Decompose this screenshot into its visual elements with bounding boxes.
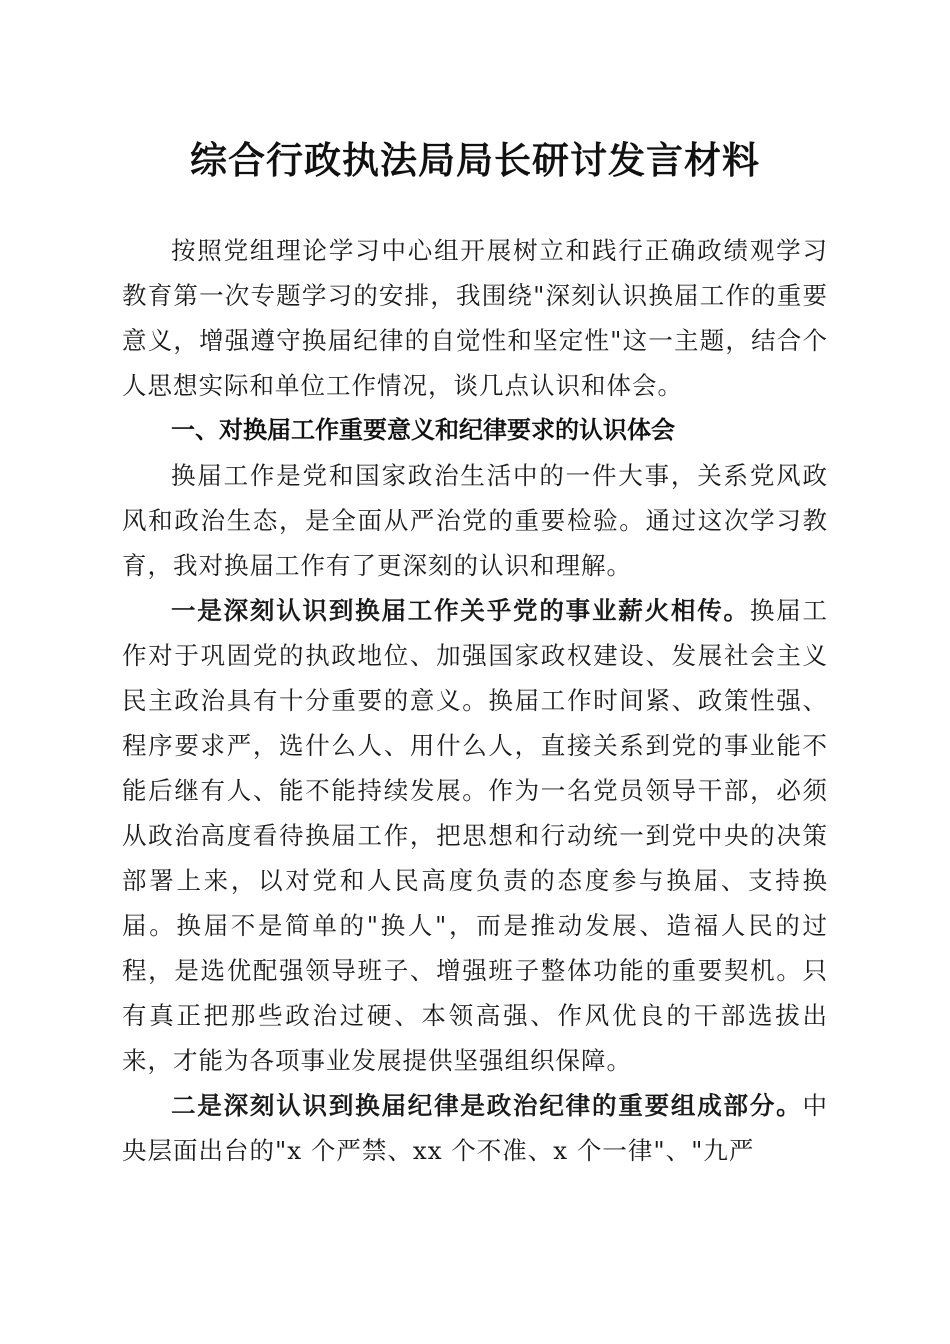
point1-body: 换届工作对于巩固党的执政地位、加强国家政权建设、发展社会主义民主政治具有十分重要的意义。换届工作时间紧、政策性强、程序要求严，选什么人、用什么人，直接关系到党的事业能不能后继有人、能不能持续发展。作为一名党员领导干部，必须从政治高度看待换届工作，把思想和行动统一到党中央的决策部署上来，以对党和人民高度负责的态度参与换届、支持换届。换届不是简单的"换人"，而是推动发展、造福人民的过程，是选优配强领导班子、增强班子整体功能的重要契机。只有真正把那些政治过硬、本领高强、作风优良的干部选拔出来，才能为各项事业发展提供坚强组织保障。 [122, 596, 828, 1075]
point1-paragraph [122, 588, 828, 1083]
point1-lead: 一是深刻认识到换届工作关乎党的事业薪火相传。 [171, 596, 750, 625]
section1-paragraph: 换届工作是党和国家政治生活中的一件大事，关系党风政风和政治生态，是全面从严治党的重要检验。通过这次学习教育，我对换届工作有了更深刻的认识和理解。 [122, 461, 828, 580]
point2-body: 中央层面出台的"x 个严禁、xx 个不准、x 个一律"、"九严 [122, 1091, 828, 1165]
section-heading-1: 一、对换届工作重要意义和纪律要求的认识体会 [171, 416, 675, 444]
document-title: 综合行政执法局局长研讨发言材料 [190, 138, 760, 182]
point2-lead: 二是深刻认识到换届纪律是政治纪律的重要组成部分。 [171, 1091, 803, 1120]
point2-paragraph [122, 1083, 828, 1173]
intro-paragraph: 按照党组理论学习中心组开展树立和践行正确政绩观学习教育第一次专题学习的安排，我围绕"深刻认识换届工作的重要意义，增强遵守换届纪律的自觉性和坚定性"这一主题，结合个人思想实际和单位工作情况，谈几点认识和体会。 [122, 236, 828, 400]
